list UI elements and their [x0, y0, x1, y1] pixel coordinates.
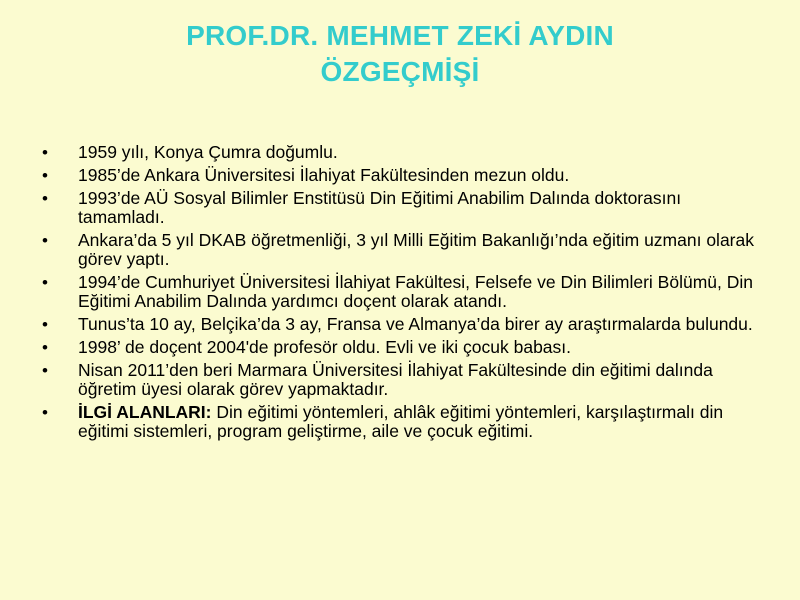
bullet-icon: •: [42, 315, 48, 334]
bullet-item-teaching: [42, 231, 762, 269]
bullet-icon: •: [42, 231, 48, 250]
bullet-icon: •: [42, 189, 48, 208]
bullet-text: Din eğitimi yöntemleri, ahlâk eğitimi yöntemleri, karşılaştırmalı din eğitimi sistemleri, program geliştirme, aile ve çocuk eğitimi.: [78, 402, 724, 441]
bullet-item-research: [42, 315, 762, 334]
bullet-icon: •: [42, 403, 48, 422]
bullet-item-birth: [42, 143, 762, 162]
bullet-text: 1994’de Cumhuriyet Üniversitesi İlahiyat Fakültesi, Felsefe ve Din Bilimleri Bölümü, Din Eğitimi Anabilim Dalında yardımcı doçent olarak atandı.: [78, 272, 753, 311]
bullet-icon: •: [42, 143, 48, 162]
slide-title: [40, 18, 760, 90]
bullet-icon: •: [42, 166, 48, 185]
bullet-text: 1993’de AÜ Sosyal Bilimler Enstitüsü Din Eğitimi Anabilim Dalında doktorasını tamamladı.: [78, 188, 682, 227]
title-line-1: PROF.DR. MEHMET ZEKİ AYDIN: [186, 20, 614, 51]
bullet-text: 1959 yılı, Konya Çumra doğumlu.: [78, 142, 338, 162]
bullet-text: Ankara’da 5 yıl DKAB öğretmenliği, 3 yıl Milli Eğitim Bakanlığı’nda eğitim uzmanı olarak görev yaptı.: [78, 230, 754, 269]
bullet-icon: •: [42, 361, 48, 380]
title-line-2: ÖZGEÇMİŞİ: [320, 56, 480, 87]
bullet-item-appointment: [42, 273, 762, 311]
bullet-text: Tunus’ta 10 ay, Belçika’da 3 ay, Fransa ve Almanya’da birer ay araştırmalarda bulundu.: [78, 314, 753, 334]
bullet-item-doctorate: [42, 189, 762, 227]
bullet-item-interests: [42, 403, 762, 441]
bullet-text: 1998’ de doçent 2004'de profesör oldu. Evli ve iki çocuk babası.: [78, 337, 572, 357]
bullet-list: [42, 143, 762, 445]
bullet-icon: •: [42, 273, 48, 292]
bullet-item-promotion: [42, 338, 762, 357]
bullet-text: Nisan 2011’den beri Marmara Üniversitesi İlahiyat Fakültesinde din eğitimi dalında öğretim üyesi olarak görev yapmaktadır.: [78, 360, 713, 399]
bullet-item-graduation: [42, 166, 762, 185]
bullet-icon: •: [42, 338, 48, 357]
interests-label: İLGİ ALANLARI:: [78, 402, 212, 422]
bullet-text: 1985’de Ankara Üniversitesi İlahiyat Fakültesinden mezun oldu.: [78, 165, 570, 185]
bullet-item-current-position: [42, 361, 762, 399]
